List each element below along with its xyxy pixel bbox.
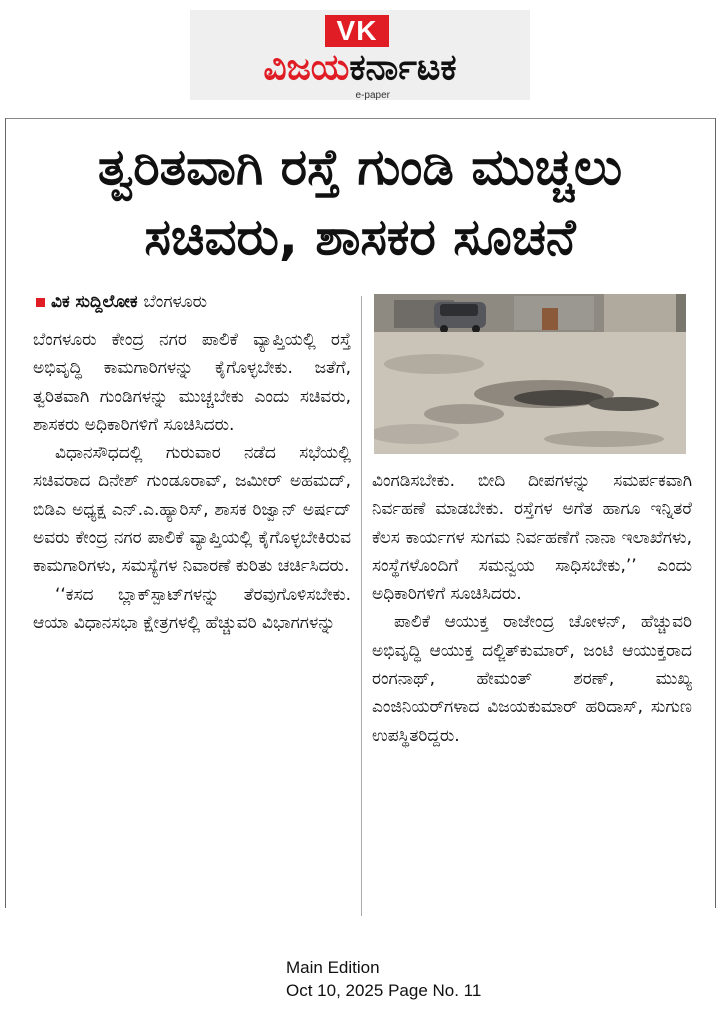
masthead — [190, 10, 530, 100]
byline-source: ವಿಕ ಸುದ್ದಿಲೋಕ — [51, 292, 138, 312]
paragraph: ಬೆಂಗಳೂರು ಕೇಂದ್ರ ನಗರ ಪಾಲಿಕೆ ವ್ಯಾಪ್ತಿಯಲ್ಲಿ ರಸ್ತೆ ಅಭಿವೃದ್ಧಿ ಕಾಮಗಾರಿಗಳನ್ನು ಕೈಗೊಳ್ಳಬೇಕು. ಜತೆಗೆ, ತ್ವರಿತವಾಗಿ ಗುಂಡಿಗಳನ್ನು ಮುಚ್ಚಬೇಕು ಎಂದು ಸಚಿವರು, ಶಾಸಕರು ಅಧಿಕಾರಿಗಳಿಗೆ ಸೂಚಿಸಿದರು. — [33, 330, 351, 435]
edition-label: Main Edition — [286, 958, 380, 977]
paragraph: ಪಾಲಿಕೆ ಆಯುಕ್ತ ರಾಜೇಂದ್ರ ಚೋಳನ್, ಹೆಚ್ಚುವರಿ ಅಭಿವೃದ್ಧಿ ಆಯುಕ್ತ ದಲ್ಜಿತ್‌ಕುಮಾರ್, ಜಂಟಿ ಆಯುಕ್ತರಾದ ರಂಗನಾಥ್, ಹೇಮಂತ್ ಶರಣ್, ಮುಖ್ಯ ಎಂಜಿನಿಯರ್‌ಗಳಾದ ವಿಜಯಕುಮಾರ್ ಹರಿದಾಸ್, ಸುಗುಣ ಉಪಸ್ಥಿತರಿದ್ದರು. — [372, 612, 692, 746]
date-page-label: Oct 10, 2025 Page No. 11 — [286, 981, 482, 1000]
article-left-rule — [5, 118, 6, 908]
headline-line-1: ತ್ವರಿತವಾಗಿ ರಸ್ತೆ ಗುಂಡಿ ಮುಚ್ಚಲು — [97, 138, 623, 196]
paragraph: ವಿಧಾನಸೌಧದಲ್ಲಿ ಗುರುವಾರ ನಡೆದ ಸಭೆಯಲ್ಲಿ ಸಚಿವರಾದ ದಿನೇಶ್ ಗುಂಡೂರಾವ್, ಜಮೀರ್ ಅಹಮದ್, ಬಿಡಿಎ ಅಧ್ಯಕ್ಷ ಎನ್.ಎ.ಹ್ಯಾರಿಸ್, ಶಾಸಕ ರಿಜ್ವಾನ್ ಅರ್ಷದ್ ಅವರು ಕೇಂದ್ರ ನಗರ ಪಾಲಿಕೆ ವ್ಯಾಪ್ತಿಯಲ್ಲಿ ಕೈಗೊಳ್ಳಬೇಕಿರುವ ಕಾಮಗಾರಿಗಳು, ಸಮಸ್ಯೆಗಳ ನಿವಾರಣೆ ಕುರಿತು ಚರ್ಚಿಸಿದರು. — [33, 443, 351, 577]
article-top-rule — [5, 118, 716, 119]
brand-logo — [190, 46, 530, 90]
brand-red: ವಿಜಯ — [263, 47, 350, 88]
column-divider — [361, 296, 362, 916]
article-column-right — [372, 467, 692, 919]
paragraph: ವಿಂಗಡಿಸಬೇಕು. ಬೀದಿ ದೀಪಗಳನ್ನು ಸಮರ್ಪಕವಾಗಿ ನಿರ್ವಹಣೆ ಮಾಡಬೇಕು. ರಸ್ತೆಗಳ ಅಗೆತ ಹಾಗೂ ಇನ್ನಿತರೆ ಕೆಲಸ ಕಾರ್ಯಗಳ ಸುಗಮ ನಿರ್ವಹಣೆಗೆ ನಾನಾ ಇಲಾಖೆಗಳು, ಸಂಸ್ಥೆಗಳೊಂದಿಗೆ ಸಮನ್ವಯ ಸಾಧಿಸಬೇಕು,’’ ಎಂದು ಅಧಿಕಾರಿಗಳಿಗೆ ಸೂಚಿಸಿದರು. — [372, 471, 692, 605]
article-right-rule — [715, 118, 716, 908]
bullet-icon — [36, 298, 45, 307]
headline — [20, 132, 700, 272]
page-footer — [286, 956, 481, 1002]
byline-location: ಬೆಂಗಳೂರು — [143, 292, 208, 312]
vk-logo: VK — [325, 15, 389, 47]
headline-line-2: ಸಚಿವರು, ಶಾಸಕರ ಸೂಚನೆ — [144, 208, 576, 266]
byline — [36, 292, 207, 312]
epaper-label: e-paper — [355, 90, 390, 101]
paragraph: ‘‘ಕಸದ ಬ್ಲಾಕ್‌ಸ್ಪಾಟ್‌ಗಳನ್ನು ತೆರವುಗೊಳಿಸಬೇಕು. ಆಯಾ ವಿಧಾನಸಭಾ ಕ್ಷೇತ್ರಗಳಲ್ಲಿ ಹೆಚ್ಚುವರಿ ವಿಭಾಗಗಳನ್ನು — [33, 584, 351, 633]
brand-black: ಕರ್ನಾಟಕ — [349, 47, 457, 88]
road-pothole-photo — [374, 294, 686, 454]
article-column-left — [33, 326, 351, 918]
